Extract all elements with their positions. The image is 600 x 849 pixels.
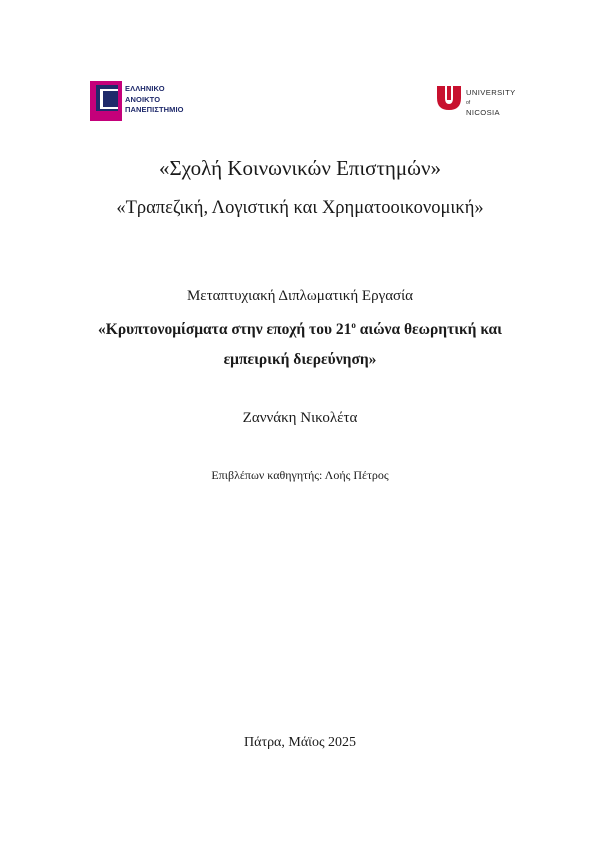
thesis-title-line-1 — [0, 321, 600, 339]
unic-emblem-icon — [436, 84, 462, 110]
thesis-title-line-2: εμπειρική διερεύνηση» — [223, 351, 377, 368]
thesis-type: Μεταπτυχιακή Διπλωματική Εργασία — [186, 288, 414, 304]
university-of-nicosia-logo — [436, 84, 536, 117]
hou-line-3: ΠΑΝΕΠΙΣΤΗΜΙΟ — [125, 105, 184, 114]
ordinal-superscript: ο — [351, 320, 356, 330]
unic-line-3: NICOSIA — [466, 108, 501, 117]
unic-line-2: of — [466, 100, 471, 106]
thesis-title-line-1-end: αιώνα θεωρητική και — [355, 321, 502, 338]
hou-emblem-icon — [90, 81, 124, 121]
unic-wordmark — [466, 88, 516, 118]
author-name: Ζαννάκη Νικολέτα — [242, 410, 358, 426]
department-name: «Τραπεζική, Λογιστική και Χρηματοοικονομική» — [116, 198, 484, 218]
school-name: «Σχολή Κοινωνικών Επιστημών» — [159, 156, 441, 180]
place-and-date: Πάτρα, Μάϊος 2025 — [244, 735, 356, 750]
hou-line-2: ΑΝΟΙΚΤΟ — [125, 94, 161, 104]
thesis-title-line-1-start: «Κρυπτονομίσματα στην εποχή του 21 — [98, 321, 352, 338]
supervisor: Επιβλέπων καθηγητής: Λοής Πέτρος — [211, 468, 389, 482]
unic-line-1: UNIVERSITY — [466, 88, 516, 97]
hou-line-1: ΕΛΛΗΝΙΚΟ — [125, 84, 165, 93]
hellenic-open-university-logo — [90, 81, 190, 121]
hou-wordmark — [125, 84, 184, 116]
